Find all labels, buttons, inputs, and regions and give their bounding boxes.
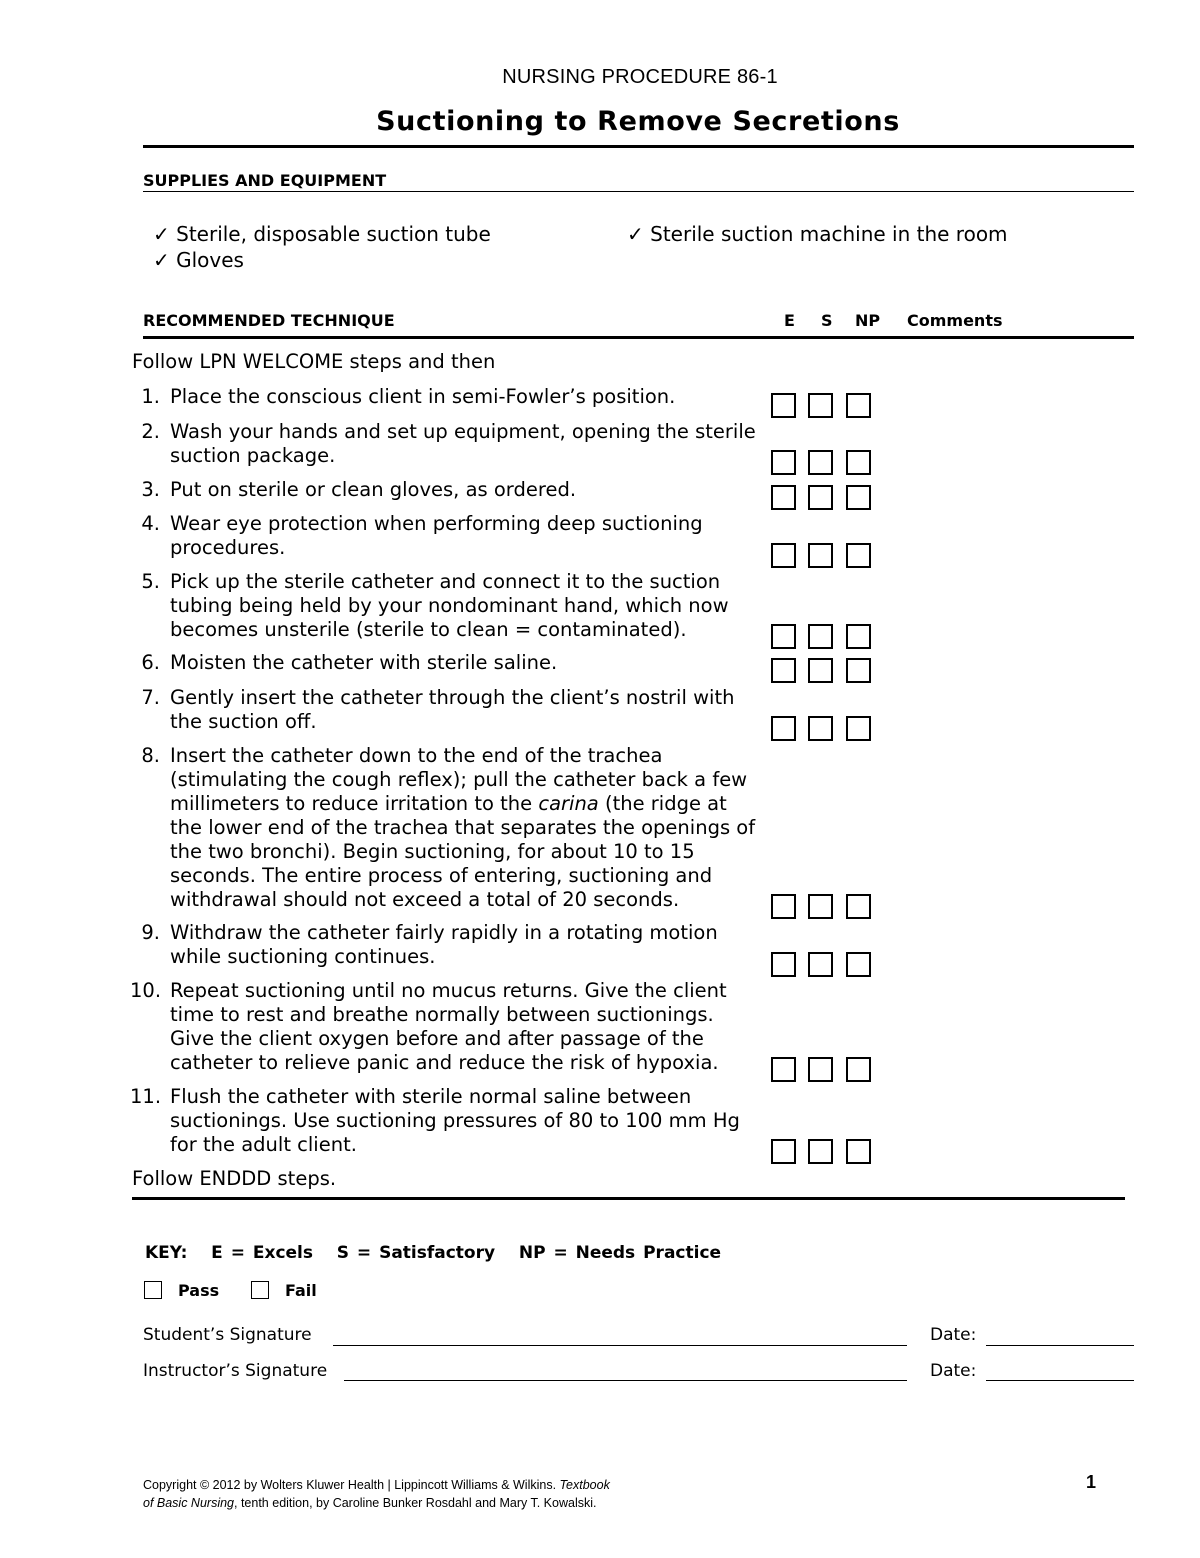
rating-checkbox-e[interactable] bbox=[771, 1057, 796, 1082]
rating-checkbox-np[interactable] bbox=[846, 894, 871, 919]
rating-checkbox-e[interactable] bbox=[771, 894, 796, 919]
student-date-line[interactable] bbox=[986, 1345, 1134, 1346]
student-date-label: Date: bbox=[930, 1325, 977, 1345]
fail-label: Fail bbox=[285, 1281, 317, 1300]
check-icon: ✓ bbox=[627, 222, 644, 246]
rating-checkbox-s[interactable] bbox=[808, 952, 833, 977]
step-number: 5. bbox=[141, 570, 160, 593]
rating-checkbox-np[interactable] bbox=[846, 624, 871, 649]
step-number: 9. bbox=[141, 921, 160, 944]
column-s: S bbox=[821, 311, 833, 330]
rating-checkbox-s[interactable] bbox=[808, 658, 833, 683]
pass-checkbox[interactable] bbox=[144, 1281, 162, 1299]
instructor-signature-label: Instructor’s Signature bbox=[143, 1361, 328, 1381]
rating-checkbox-e[interactable] bbox=[771, 450, 796, 475]
rating-checkbox-np[interactable] bbox=[846, 716, 871, 741]
rating-checkbox-s[interactable] bbox=[808, 716, 833, 741]
rating-checkbox-np[interactable] bbox=[846, 1057, 871, 1082]
rating-checkbox-s[interactable] bbox=[808, 1057, 833, 1082]
rating-checkbox-e[interactable] bbox=[771, 1139, 796, 1164]
rating-checkbox-np[interactable] bbox=[846, 543, 871, 568]
rating-checkbox-np[interactable] bbox=[846, 393, 871, 418]
step-text: Wear eye protection when performing deep suctioning procedures. bbox=[170, 512, 703, 559]
rating-checkbox-e[interactable] bbox=[771, 485, 796, 510]
rating-checkbox-s[interactable] bbox=[808, 624, 833, 649]
column-np: NP bbox=[855, 311, 881, 330]
supply-item bbox=[153, 222, 491, 246]
rating-checkbox-s[interactable] bbox=[808, 485, 833, 510]
step-number: 3. bbox=[141, 478, 160, 501]
step-number: 10. bbox=[130, 979, 162, 1002]
outro-text: Follow ENDDD steps. bbox=[132, 1167, 337, 1190]
rating-checkbox-e[interactable] bbox=[771, 624, 796, 649]
step-text: Withdraw the catheter fairly rapidly in a rotating motion while suctioning continues. bbox=[170, 921, 718, 968]
rating-checkbox-e[interactable] bbox=[771, 393, 796, 418]
step-text: Gently insert the catheter through the client’s nostril with the suction off. bbox=[170, 686, 735, 733]
step-text: Insert the catheter down to the end of the trachea (stimulating the cough reflex); pull the catheter back a few millimeters to reduce irritation to the carina (the ridge at the lower end of the trachea that separates the openings of the two bronchi). Begin suctioning, for about 10 to 15 seconds. The entire process of entering, suctioning and withdrawal should not exceed a total of 20 seconds. bbox=[170, 744, 756, 911]
page-number: 1 bbox=[1086, 1472, 1097, 1492]
rating-checkbox-s[interactable] bbox=[808, 393, 833, 418]
step-number: 7. bbox=[141, 686, 160, 709]
instructor-date-line[interactable] bbox=[986, 1380, 1134, 1381]
student-signature-line[interactable] bbox=[333, 1345, 907, 1346]
intro-text: Follow LPN WELCOME steps and then bbox=[132, 350, 496, 373]
rating-checkbox-e[interactable] bbox=[771, 658, 796, 683]
rating-checkbox-np[interactable] bbox=[846, 450, 871, 475]
step-number: 2. bbox=[141, 420, 160, 443]
supply-label: Sterile, disposable suction tube bbox=[176, 222, 491, 246]
step-number: 11. bbox=[130, 1085, 162, 1108]
step-number: 4. bbox=[141, 512, 160, 535]
step-number: 8. bbox=[141, 744, 160, 767]
supply-label: Sterile suction machine in the room bbox=[650, 222, 1008, 246]
page-title: Suctioning to Remove Secretions bbox=[376, 106, 900, 137]
supplies-heading: SUPPLIES AND EQUIPMENT bbox=[143, 171, 387, 190]
technique-end-rule bbox=[132, 1197, 1125, 1200]
rating-checkbox-s[interactable] bbox=[808, 1139, 833, 1164]
technique-rule bbox=[143, 336, 1134, 339]
check-icon: ✓ bbox=[153, 222, 170, 246]
check-icon: ✓ bbox=[153, 248, 170, 272]
procedure-label: NURSING PROCEDURE 86-1 bbox=[502, 66, 778, 88]
copyright-footer: Copyright © 2012 by Wolters Kluwer Health | Lippincott Williams & Wilkins. Textbook of Basic Nursing, tenth edition, by Caroline Bunker Rosdahl and Mary T. Kowalski. bbox=[143, 1478, 610, 1510]
rating-checkbox-np[interactable] bbox=[846, 1139, 871, 1164]
instructor-date-label: Date: bbox=[930, 1361, 977, 1381]
rating-checkbox-s[interactable] bbox=[808, 543, 833, 568]
step-text: Wash your hands and set up equipment, opening the sterile suction package. bbox=[170, 420, 756, 467]
technique-heading: RECOMMENDED TECHNIQUE bbox=[143, 311, 395, 330]
rating-checkbox-s[interactable] bbox=[808, 894, 833, 919]
carina-term: carina bbox=[538, 792, 599, 815]
instructor-signature-line[interactable] bbox=[344, 1380, 907, 1381]
step-text: Repeat suctioning until no mucus returns. Give the client time to rest and breathe normally between suctionings. Give the client oxygen before and after passage of the catheter to relieve panic and reduce the risk of hypoxia. bbox=[170, 979, 727, 1074]
step-text: Moisten the catheter with sterile saline. bbox=[170, 651, 558, 674]
supply-item bbox=[153, 248, 244, 272]
rating-checkbox-np[interactable] bbox=[846, 658, 871, 683]
step-text: Place the conscious client in semi-Fowler’s position. bbox=[170, 385, 676, 408]
supply-item bbox=[627, 222, 1008, 246]
fail-checkbox[interactable] bbox=[251, 1281, 269, 1299]
column-e: E bbox=[784, 311, 795, 330]
step-text: Put on sterile or clean gloves, as ordered. bbox=[170, 478, 577, 501]
title-rule bbox=[143, 145, 1134, 148]
column-comments: Comments bbox=[907, 311, 1003, 330]
step-text: Pick up the sterile catheter and connect it to the suction tubing being held by your nondominant hand, which now becomes unsterile (sterile to clean = contaminated). bbox=[170, 570, 729, 641]
rating-checkbox-np[interactable] bbox=[846, 485, 871, 510]
step-number: 6. bbox=[141, 651, 160, 674]
supplies-rule bbox=[143, 191, 1134, 192]
rating-checkbox-e[interactable] bbox=[771, 716, 796, 741]
step-text: Flush the catheter with sterile normal saline between suctionings. Use suctioning pressures of 80 to 100 mm Hg for the adult client. bbox=[170, 1085, 740, 1156]
rating-checkbox-e[interactable] bbox=[771, 543, 796, 568]
pass-label: Pass bbox=[178, 1281, 220, 1300]
rating-checkbox-np[interactable] bbox=[846, 952, 871, 977]
rating-key: KEY: E = Excels S = Satisfactory NP = Needs Practice bbox=[145, 1243, 722, 1263]
supply-label: Gloves bbox=[176, 248, 244, 272]
rating-checkbox-s[interactable] bbox=[808, 450, 833, 475]
rating-checkbox-e[interactable] bbox=[771, 952, 796, 977]
step-number: 1. bbox=[141, 385, 160, 408]
student-signature-label: Student’s Signature bbox=[143, 1325, 312, 1345]
